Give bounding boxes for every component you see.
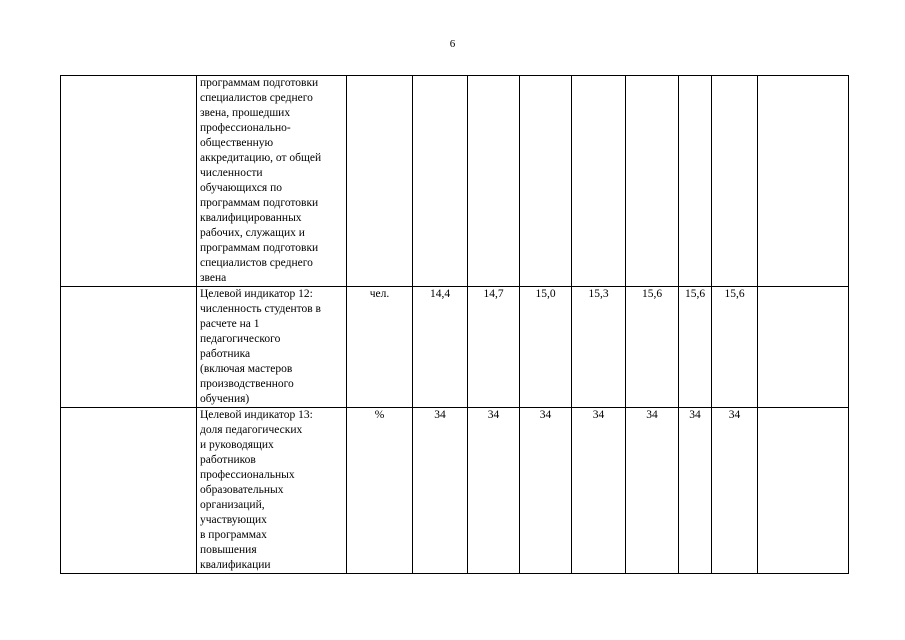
indicator-cell: Целевой индикатор 13: доля педагогических и руководящих работников профессиональных образовательных организаций, участвующих в программах повышения квалификации: [197, 408, 347, 574]
value-cell: [572, 76, 626, 287]
value-cell: [626, 76, 679, 287]
value-cell: 15,3: [572, 287, 626, 408]
indicator-cell: программам подготовки специалистов среднего звена, прошедших профессионально- общественную аккредитацию, от общей численности обучающихся по программам подготовки квалифицированных рабочих, служащих и программам подготовки специалистов среднего звена: [197, 76, 347, 287]
value-cell: 34: [679, 408, 712, 574]
value-cell: 34: [520, 408, 572, 574]
value-cell: 34: [413, 408, 468, 574]
value-cell: [413, 76, 468, 287]
value-cell: 14,4: [413, 287, 468, 408]
unit-cell: [347, 76, 413, 287]
note-cell: [758, 408, 849, 574]
value-cell: 15,0: [520, 287, 572, 408]
value-cell: 34: [468, 408, 520, 574]
value-cell: 34: [626, 408, 679, 574]
value-cell: 34: [712, 408, 758, 574]
task-cell: [61, 76, 197, 287]
note-cell: [758, 287, 849, 408]
value-cell: [468, 76, 520, 287]
value-cell: 15,6: [679, 287, 712, 408]
unit-cell: чел.: [347, 287, 413, 408]
value-cell: 15,6: [712, 287, 758, 408]
indicator-cell: Целевой индикатор 12: численность студентов в расчете на 1 педагогического работника (включая мастеров производственного обучения): [197, 287, 347, 408]
note-cell: [758, 76, 849, 287]
table-row: [61, 408, 849, 574]
task-cell: [61, 408, 197, 574]
value-cell: 15,6: [626, 287, 679, 408]
table-row: [61, 76, 849, 287]
table-row: [61, 287, 849, 408]
value-cell: [712, 76, 758, 287]
value-cell: [520, 76, 572, 287]
value-cell: [679, 76, 712, 287]
value-cell: 34: [572, 408, 626, 574]
page-number: 6: [449, 38, 456, 50]
value-cell: 14,7: [468, 287, 520, 408]
unit-cell: %: [347, 408, 413, 574]
task-cell: [61, 287, 197, 408]
indicators-table: [60, 75, 849, 574]
